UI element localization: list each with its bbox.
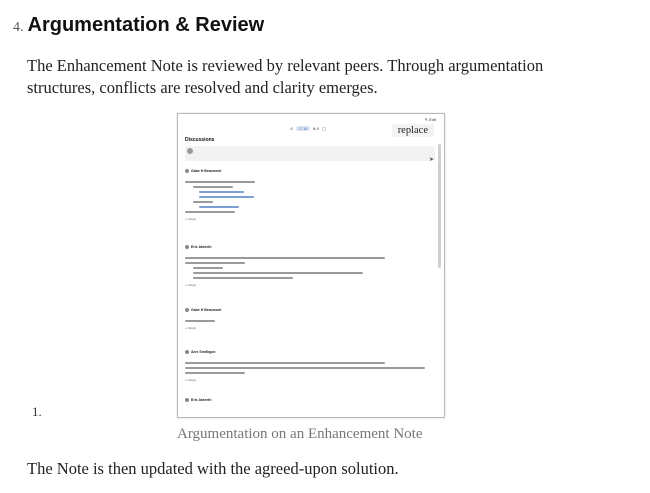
reply-link[interactable]: ↩ Reply bbox=[185, 378, 197, 382]
avatar bbox=[185, 350, 189, 354]
comment-2 bbox=[185, 245, 435, 287]
scrollbar[interactable] bbox=[438, 144, 441, 268]
tab-comments[interactable]: ☐ 10 bbox=[298, 126, 308, 131]
avatar bbox=[187, 148, 193, 154]
section-title: Argumentation & Review bbox=[27, 14, 265, 36]
avatar bbox=[185, 398, 189, 402]
comment-input[interactable] bbox=[185, 146, 435, 161]
tab-overview[interactable]: ⊙ bbox=[290, 126, 294, 131]
list-marker: 1. bbox=[32, 404, 42, 419]
discussion-screenshot bbox=[177, 113, 445, 418]
section-number: 4. bbox=[13, 20, 24, 35]
comment-5 bbox=[185, 398, 435, 402]
comment-author: Gabe H Beaumont bbox=[191, 169, 222, 173]
intro-paragraph: The Enhancement Note is reviewed by relevant peers. Through argumentation structures, conflicts are resolved and clarity emerges. bbox=[27, 56, 544, 97]
tab-more[interactable]: ▢ bbox=[322, 126, 326, 131]
comment-4 bbox=[185, 350, 435, 382]
figure-caption: Argumentation on an Enhancement Note bbox=[177, 426, 423, 442]
reply-link[interactable]: ↩ Reply bbox=[185, 326, 197, 330]
closing-paragraph: The Note is then updated with the agreed-upon solution. bbox=[27, 459, 399, 478]
screenshot-tabs bbox=[290, 126, 326, 131]
avatar bbox=[185, 169, 189, 173]
reply-link[interactable]: ↩ Reply bbox=[185, 283, 197, 287]
discussions-title: Discussions bbox=[185, 137, 215, 143]
edit-button[interactable]: ✎ Edit bbox=[424, 117, 436, 122]
tab-links[interactable]: ⊕ 6 bbox=[312, 126, 320, 131]
reply-link[interactable]: ↩ Reply bbox=[185, 217, 197, 221]
comment-3 bbox=[185, 308, 435, 330]
comment-author: Eric Atwerth bbox=[191, 245, 212, 249]
avatar bbox=[185, 245, 189, 249]
comment-author: Eric Atwerth bbox=[191, 398, 212, 402]
avatar bbox=[185, 308, 189, 312]
comment-author: Gabe H Beaumont bbox=[191, 308, 222, 312]
comment-1 bbox=[185, 169, 435, 221]
replace-button[interactable]: replace bbox=[392, 124, 434, 137]
send-icon[interactable]: ➤ bbox=[428, 157, 434, 163]
section-heading bbox=[13, 14, 264, 37]
comment-author: Alex Smithgon bbox=[191, 350, 216, 354]
